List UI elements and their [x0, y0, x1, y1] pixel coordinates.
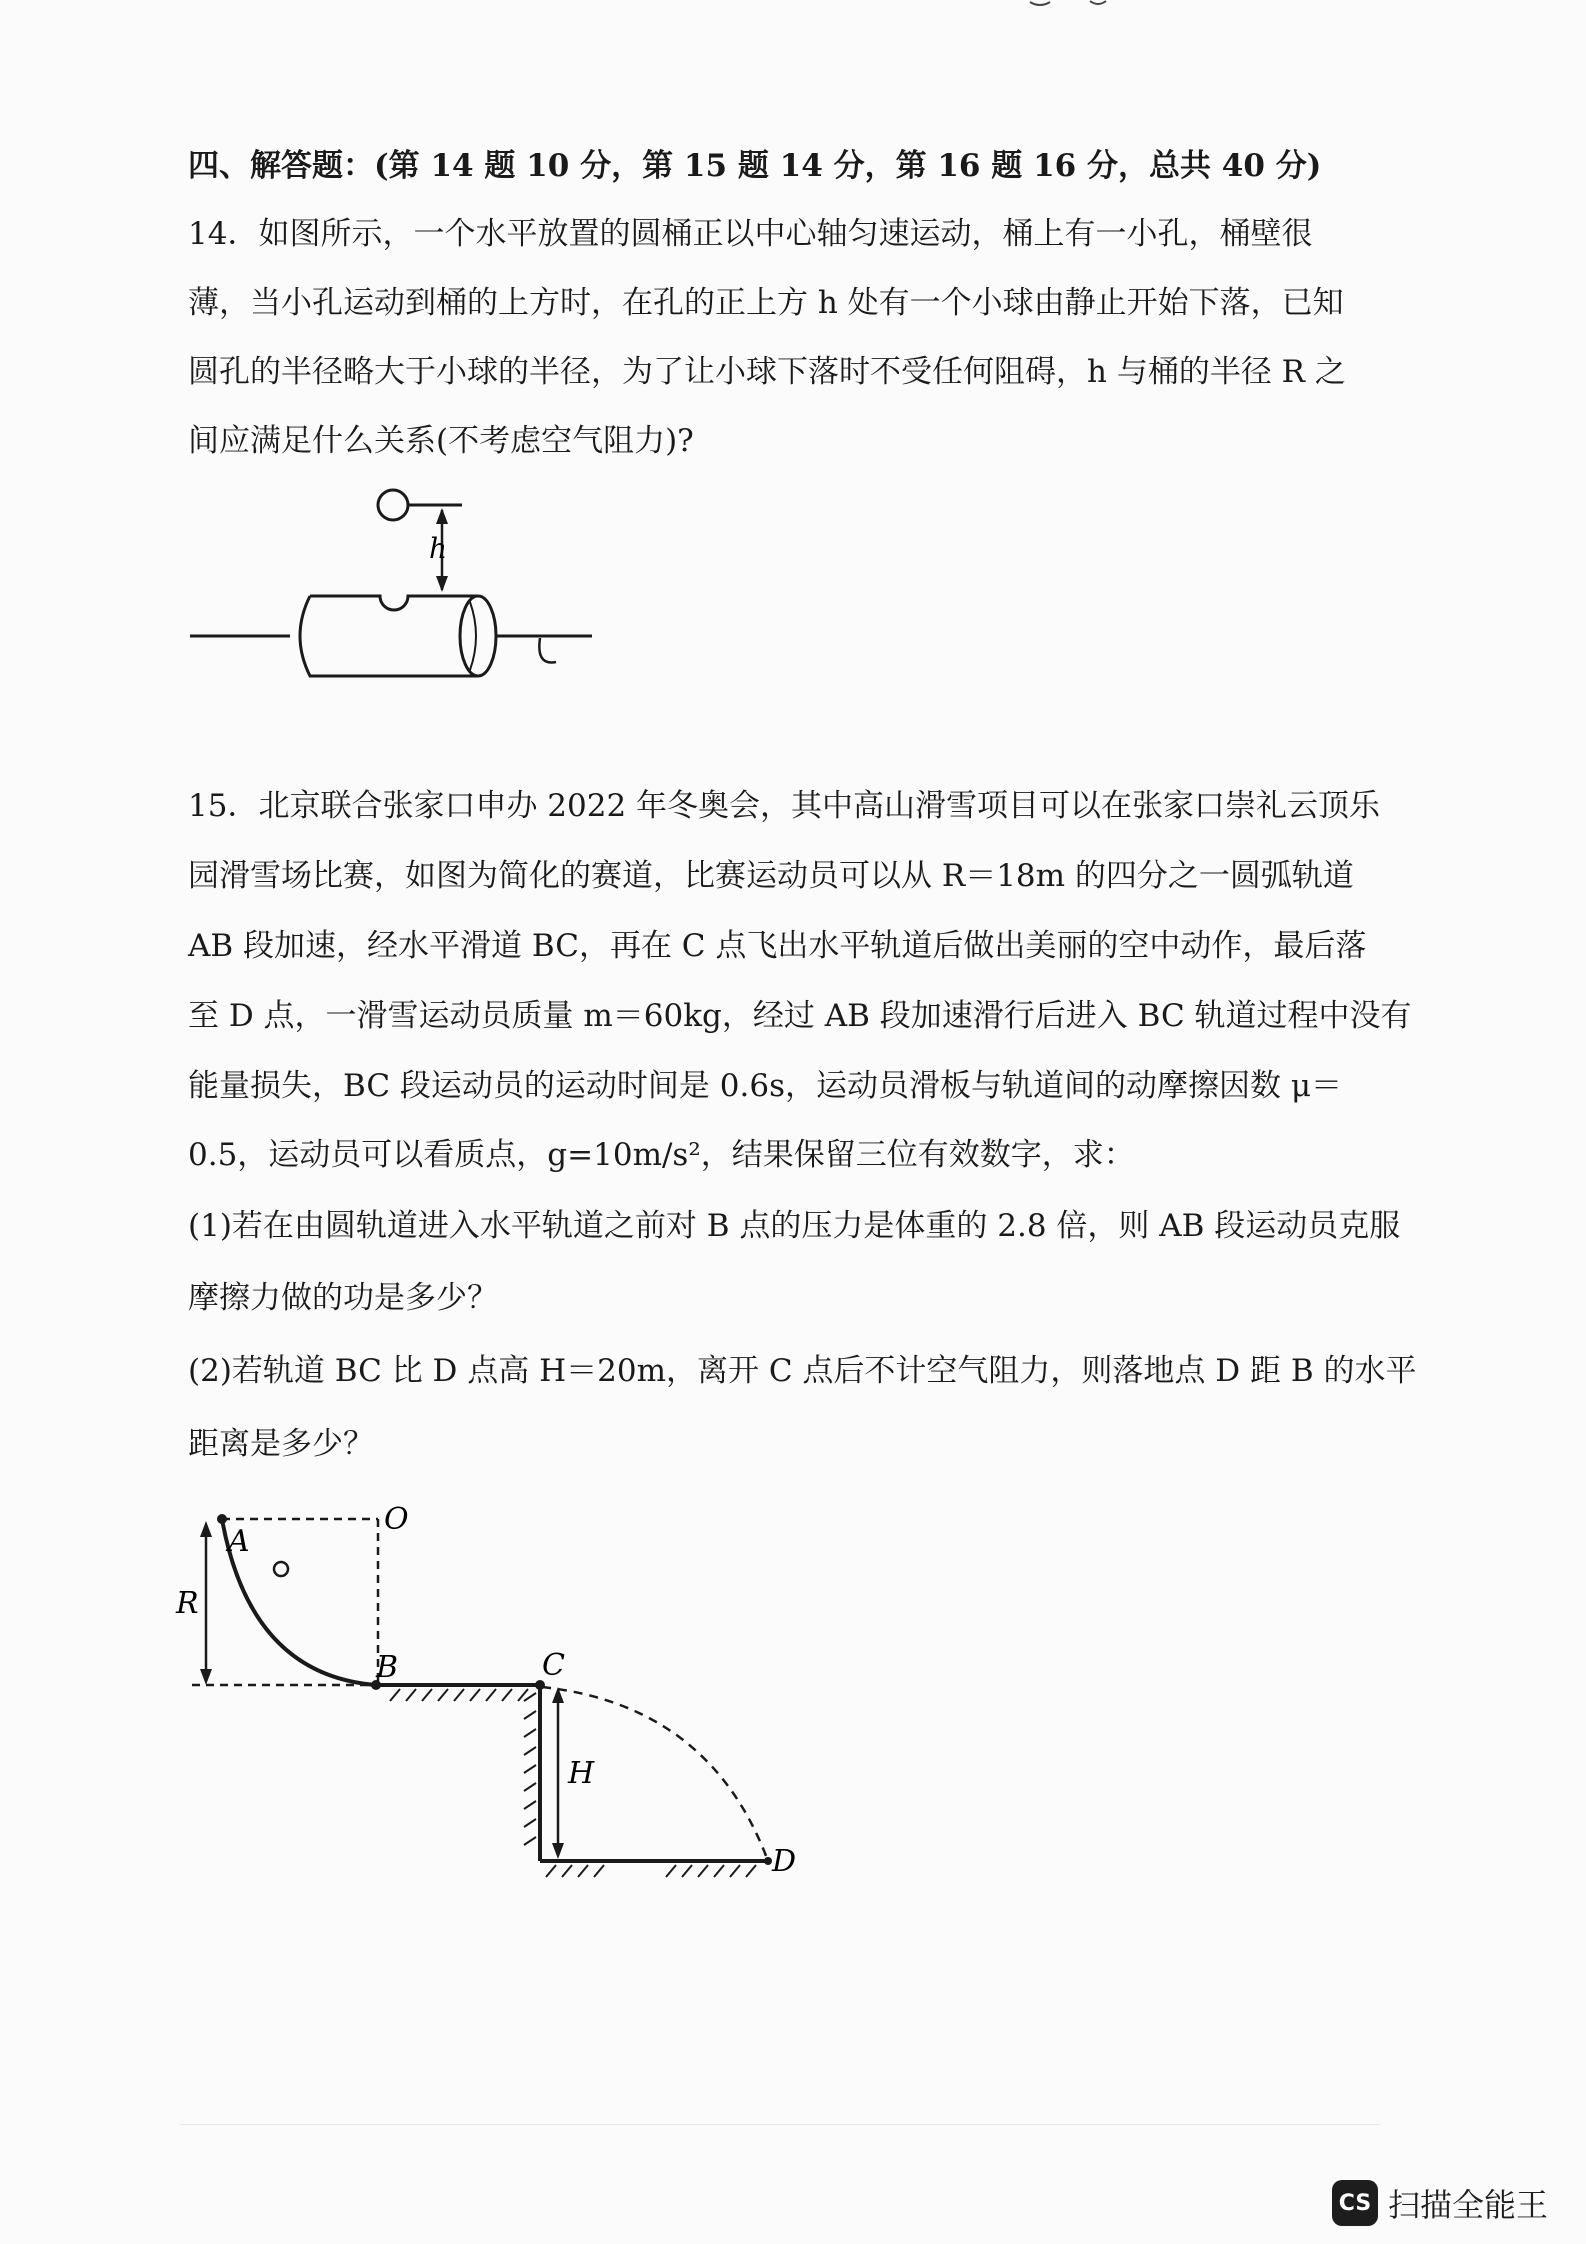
- q14-line-4: 间应满足什么关系(不考虑空气阻力)?: [188, 423, 694, 459]
- camscanner-logo-icon: CS: [1332, 2180, 1378, 2226]
- q15-line-3: AB 段加速，经水平滑道 BC，再在 C 点飞出水平轨道后做出美丽的空中动作，最后落: [188, 928, 1367, 964]
- q15-line-7: (1)若在由圆轨道进入水平轨道之前对 B 点的压力是体重的 2.8 倍，则 AB 段运动员克服: [188, 1208, 1401, 1244]
- q14-line-2: 薄，当小孔运动到桶的上方时，在孔的正上方 h 处有一个小球由静止开始下落，已知: [188, 285, 1344, 321]
- q15-figure-ski-track: [170, 1505, 830, 1905]
- q15-line-1: 15．北京联合张家口申办 2022 年冬奥会，其中高山滑雪项目可以在张家口崇礼云顶乐: [188, 788, 1381, 824]
- q15-line-6: 0.5，运动员可以看质点，g=10m/s²，结果保留三位有效数字，求：: [188, 1137, 1135, 1173]
- q15-label-D: D: [772, 1844, 797, 1879]
- top-edge-mark: [1020, 0, 1140, 10]
- scanner-watermark: [1332, 2178, 1548, 2228]
- q15-label-R: R: [176, 1586, 199, 1621]
- q15-label-H: H: [568, 1756, 595, 1791]
- q15-label-A: A: [228, 1524, 250, 1559]
- section-heading: 四、解答题：(第 14 题 10 分，第 15 题 14 分，第 16 题 16 分，总共 40 分): [188, 148, 1322, 184]
- q14-line-3: 圆孔的半径略大于小球的半径，为了让小球下落时不受任何阻碍，h 与桶的半径 R 之: [188, 354, 1346, 390]
- q14-label-h: h: [429, 532, 448, 565]
- q15-line-8: 摩擦力做的功是多少？: [188, 1280, 498, 1316]
- q15-label-B: B: [376, 1650, 399, 1685]
- q15-label-O: O: [384, 1505, 409, 1537]
- scan-artifact-line: [180, 2124, 1380, 2125]
- q14-line-1: 14．如图所示，一个水平放置的圆桶正以中心轴匀速运动，桶上有一小孔，桶壁很: [188, 216, 1313, 252]
- q15-label-C: C: [542, 1648, 565, 1683]
- q15-line-10: 距离是多少？: [188, 1426, 374, 1462]
- q15-line-2: 园滑雪场比赛，如图为简化的赛道，比赛运动员可以从 R＝18m 的四分之一圆弧轨道: [188, 858, 1354, 894]
- watermark-text: 扫描全能王: [1388, 2186, 1549, 2224]
- q15-line-9: (2)若轨道 BC 比 D 点高 H＝20m，离开 C 点后不计空气阻力，则落地点 D 距 B 的水平: [188, 1353, 1417, 1389]
- q15-line-5: 能量损失，BC 段运动员的运动时间是 0.6s，运动员滑板与轨道间的动摩擦因数 μ＝: [188, 1068, 1342, 1104]
- q15-line-4: 至 D 点，一滑雪运动员质量 m＝60kg，经过 AB 段加速滑行后进入 BC 轨道过程中没有: [188, 998, 1412, 1034]
- q14-figure-cylinder: [180, 478, 620, 708]
